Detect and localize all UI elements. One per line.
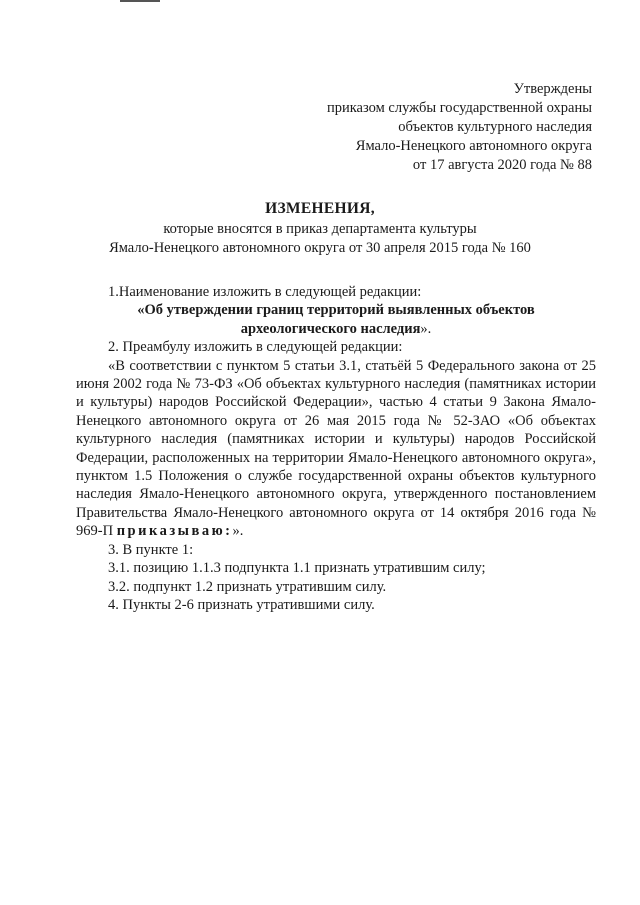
approval-line: объектов культурного наследия (398, 119, 592, 135)
item-2-preamble-end: ». (232, 523, 244, 540)
item-3-lead: 3. В пункте 1: (108, 541, 194, 558)
approval-line: от 17 августа 2020 года № 88 (412, 157, 592, 173)
item-2-order-word: приказываю: (116, 523, 233, 540)
item-2-preamble-text: «В соответствии с пунктом 5 статьи 3.1, статьёй 5 Федерального закона от 25 июня 2002 года № 73-ФЗ «Об объектах культурного наследия (памятниках истории и культуры) народов Российской Федерации», частью 4 статьи 9 Закона Ямало-Ненецкого автономного округа от 26 мая 2015 года № 52-ЗАО «Об объектах культурного наследия (памятниках истории и культуры) народов Российской Федерации, расположенных на территории Ямало-Ненецкого автономного округа», пунктом 1.5 Положения о службе государственной охраны объектов культурного наследия Ямало-Ненецкого автономного округа, утвержденного постановлением Правительства Ямало-Ненецкого автономного округа от 14 октября 2016 года № 969-П (76, 357, 596, 540)
item-1-new-title-text: археологического наследия (240, 320, 421, 337)
item-3-2: 3.2. подпункт 1.2 признать утратившим силу. (108, 578, 387, 595)
subtitle-line: Ямало-Ненецкого автономного округа от 30 апреля 2015 года № 160 (109, 240, 531, 256)
item-3-1: 3.1. позицию 1.1.3 подпункта 1.1 признать утратившим силу; (108, 560, 486, 577)
item-2-preamble (76, 357, 596, 541)
approval-line: Утверждены (513, 81, 592, 97)
approval-block (327, 80, 592, 175)
subtitle-line: которые вносятся в приказ департамента культуры (163, 221, 477, 237)
item-1-lead: 1.Наименование изложить в следующей редакции: (108, 284, 422, 300)
item-1-new-title-line1: «Об утверждении границ территорий выявленных объектов (137, 302, 535, 319)
approval-line: приказом службы государственной охраны (326, 100, 592, 116)
document-title: ИЗМЕНЕНИЯ, (265, 200, 375, 217)
document-subtitle (60, 220, 580, 258)
item-1-new-title-end: ». (420, 320, 432, 337)
item-2-lead: 2. Преамбулу изложить в следующей редакции: (108, 339, 403, 356)
document-body (76, 283, 596, 614)
scan-artifact-line (120, 0, 160, 2)
approval-line: Ямало-Ненецкого автономного округа (355, 138, 592, 154)
item-4: 4. Пункты 2-6 признать утратившими силу. (108, 596, 375, 613)
item-1-new-title-line2 (76, 320, 596, 338)
